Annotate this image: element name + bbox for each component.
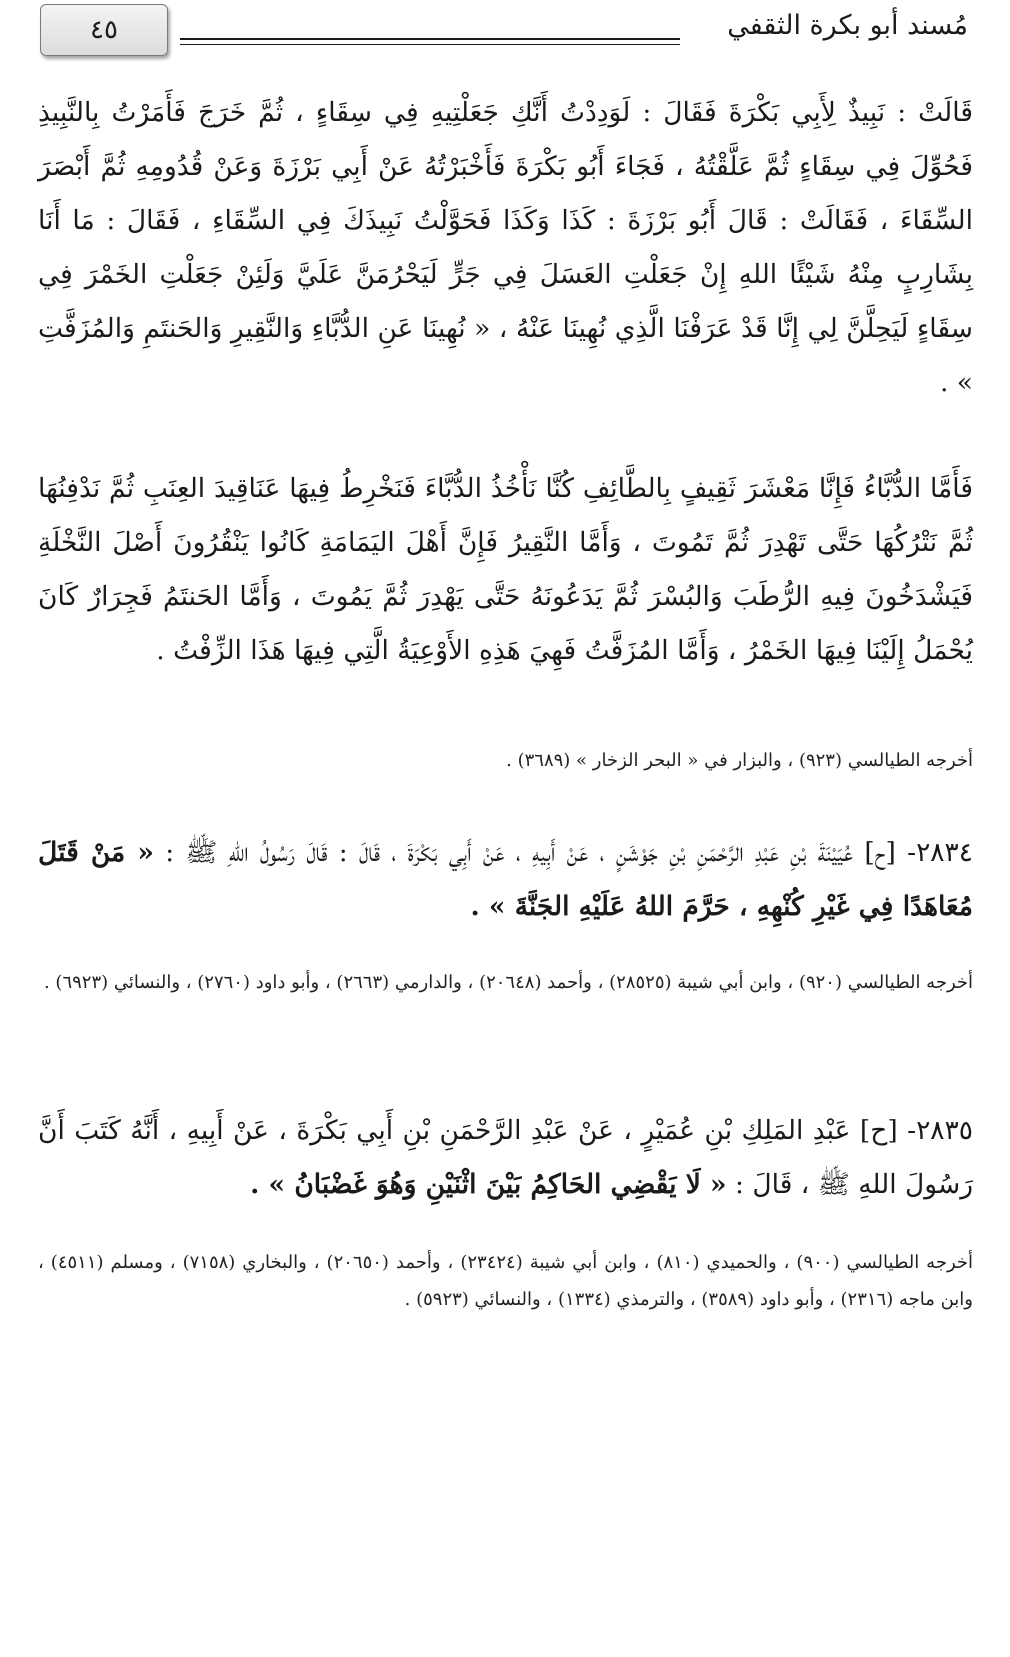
- paragraph-explanation: فَأَمَّا الدُّبَّاءُ فَإِنَّا مَعْشَرَ ثَقِيفٍ بِالطَّائِفِ كُنَّا نَأْخُذُ الدُّبَّاءَ فَنَخْرِطُ فِيهَا عَنَاقِيدَ العِنَبِ ثُمَّ نَدْفِنُهَا ثُمَّ نَتْرُكُهَا حَتَّى تَهْدِرَ ثُمَّ تَمُوتَ ، وَأَمَّا النَّقِيرُ فَإِنَّ أَهْلَ اليَمَامَةِ كَانُوا يَنْقُرُونَ أَصْلَ النَّخْلَةِ فَيَشْدَخُونَ فِيهِ الرُّطَبَ وَالبُسْرَ ثُمَّ يَدَعُونَهُ حَتَّى يَهْدِرَ ثُمَّ يَمُوتَ ، وَأَمَّا الحَنتَمُ فَجِرَارٌ كَانَ يُحْمَلُ إِلَيْنَا فِيهَا الخَمْرُ ، وَأَمَّا المُزَفَّتُ فَهِيَ هَذِهِ الأَوْعِيَةُ الَّتِي فِيهَا هَذَا الزِّفْتُ .: [38, 473, 973, 666]
- running-title: مُسند أبو بكرة الثقفي: [727, 10, 968, 41]
- hadith-2834: [38, 826, 973, 934]
- hadith-2835: [38, 1104, 973, 1212]
- takhrij-note-2835: أخرجه الطيالسي (٩٠٠) ، والحميدي (٨١٠) ، وابن أبي شيبة (٢٣٤٢٤) ، وأحمد (٢٠٦٥٠) ، والبخاري (٧١٥٨) ، ومسلم (٤٥١١) ، وابن ماجه (٢٣١٦) ، وأبو داود (٣٥٨٩) ، والترمذي (١٣٣٤) ، والنسائي (٥٩٢٣) .: [38, 1252, 974, 1310]
- header-rule-thin: [180, 44, 680, 45]
- page-number: ٤٥: [90, 15, 118, 45]
- takhrij-note-2834: أخرجه الطيالسي (٩٢٠) ، وابن أبي شيبة (٢٨٥٢٥) ، وأحمد (٢٠٦٤٨) ، والدارمي (٢٦٦٣) ، وأبو داود (٢٧٦٠) ، والنسائي (٦٩٢٣) .: [43, 972, 973, 993]
- hadith-2834-isnad: ٢٨٣٤- [ح] عُيَيْنَةَ بْنِ عَبْدِ الرَّحْمَنِ بْنِ جَوْشَنٍ ، عَنْ أَبِيهِ ، عَنْ أَبِي بَكْرَةَ ، قَالَ : قَالَ رَسُولُ اللهِ ﷺ :: [153, 837, 973, 868]
- paragraph-narrative: قَالَتْ : نَبِيذٌ لِأَبِي بَكْرَةَ فَقَالَ : لَوَدِدْتُ أَنَّكِ جَعَلْتِيهِ فِي سِقَاءٍ ، ثُمَّ خَرَجَ فَأَمَرْتُ بِالنَّبِيذِ فَحُوِّلَ فِي سِقَاءٍ ثُمَّ عَلَّقْتُهُ ، فَجَاءَ أَبُو بَكْرَةَ فَأَخْبَرْتُهُ عَنْ أَبِي بَرْزَةَ وَعَنْ قُدُومِهِ ثُمَّ أَبْصَرَ السِّقَاءَ ، فَقَالَتْ : قَالَ أَبُو بَرْزَةَ : كَذَا وَكَذَا فَحَوَّلْتُ نَبِيذَكَ فِي السِّقَاءِ ، فَقَالَ : مَا أَنَا بِشَارِبٍ مِنْهُ شَيْئًا اللهِ إِنْ جَعَلْتِ العَسَلَ فِي جَرٍّ لَيَحْرُمَنَّ عَلَيَّ وَلَئِنْ جَعَلْتِ الخَمْرَ فِي سِقَاءٍ لَيَحِلَّنَّ لِي إِنَّا قَدْ عَرَفْنَا الَّذِي نُهِينَا عَنْهُ ، « نُهِينَا عَنِ الدُّبَّاءِ وَالنَّقِيرِ وَالحَنتَمِ وَالمُزَفَّتِ » .: [38, 97, 973, 398]
- takhrij-note-1: أخرجه الطيالسي (٩٢٣) ، والبزار في « البحر الزخار » (٣٦٨٩) .: [506, 750, 973, 771]
- hadith-2835-isnad: ٢٨٣٥- [ح] عَبْدِ المَلِكِ بْنِ عُمَيْرٍ ، عَنْ عَبْدِ الرَّحْمَنِ بْنِ أَبِي بَكْرَةَ ، عَنْ أَبِيهِ ، أَنَّهُ كَتَبَ أَنَّ رَسُولَ اللهِ ﷺ ، قَالَ :: [38, 1115, 973, 1200]
- page-number-box: [40, 4, 168, 56]
- hadith-2835-matn: « لَا يَقْضِي الحَاكِمُ بَيْنَ اثْنَيْنِ وَهُوَ غَضْبَانُ » .: [250, 1169, 727, 1200]
- header-rule: [180, 38, 680, 40]
- hadith-2834-matn: « مَنْ قَتَلَ مُعَاهَدًا فِي غَيْرِ كُنْهِهِ ، حَرَّمَ اللهُ عَلَيْهِ الجَنَّةَ » .: [38, 837, 973, 922]
